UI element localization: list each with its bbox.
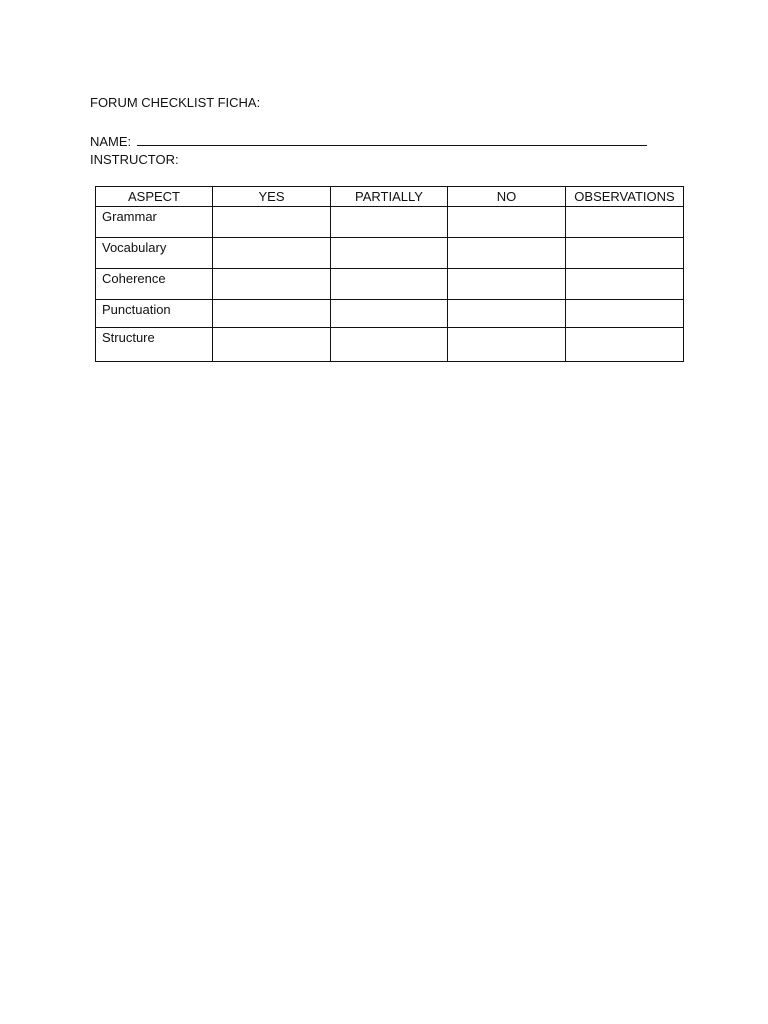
no-cell[interactable] (448, 328, 566, 362)
name-blank-line[interactable] (137, 133, 647, 146)
observations-cell[interactable] (566, 269, 684, 300)
observations-cell[interactable] (566, 238, 684, 269)
header-observations: OBSERVATIONS (566, 187, 684, 207)
header-yes: YES (213, 187, 331, 207)
partially-cell[interactable] (331, 269, 448, 300)
partially-cell[interactable] (331, 238, 448, 269)
aspect-cell: Structure (96, 328, 213, 362)
no-cell[interactable] (448, 207, 566, 238)
yes-cell[interactable] (213, 238, 331, 269)
header-partially: PARTIALLY (331, 187, 448, 207)
instructor-field-row (90, 152, 179, 168)
aspect-cell: Grammar (96, 207, 213, 238)
checklist-table (95, 186, 684, 362)
yes-cell[interactable] (213, 300, 331, 328)
partially-cell[interactable] (331, 207, 448, 238)
partially-cell[interactable] (331, 300, 448, 328)
table-row (96, 269, 684, 300)
instructor-label: INSTRUCTOR: (90, 152, 179, 167)
no-cell[interactable] (448, 269, 566, 300)
yes-cell[interactable] (213, 207, 331, 238)
table-row (96, 300, 684, 328)
observations-cell[interactable] (566, 207, 684, 238)
header-no: NO (448, 187, 566, 207)
table-row (96, 207, 684, 238)
aspect-cell: Vocabulary (96, 238, 213, 269)
table-row (96, 328, 684, 362)
name-label: NAME: (90, 134, 132, 149)
no-cell[interactable] (448, 300, 566, 328)
partially-cell[interactable] (331, 328, 448, 362)
document-title: FORUM CHECKLIST FICHA: (90, 95, 261, 110)
header-aspect: ASPECT (96, 187, 213, 207)
aspect-cell: Punctuation (96, 300, 213, 328)
yes-cell[interactable] (213, 269, 331, 300)
observations-cell[interactable] (566, 300, 684, 328)
yes-cell[interactable] (213, 328, 331, 362)
aspect-cell: Coherence (96, 269, 213, 300)
table-row (96, 238, 684, 269)
observations-cell[interactable] (566, 328, 684, 362)
name-field-row (90, 133, 647, 150)
no-cell[interactable] (448, 238, 566, 269)
table-header-row (96, 187, 684, 207)
